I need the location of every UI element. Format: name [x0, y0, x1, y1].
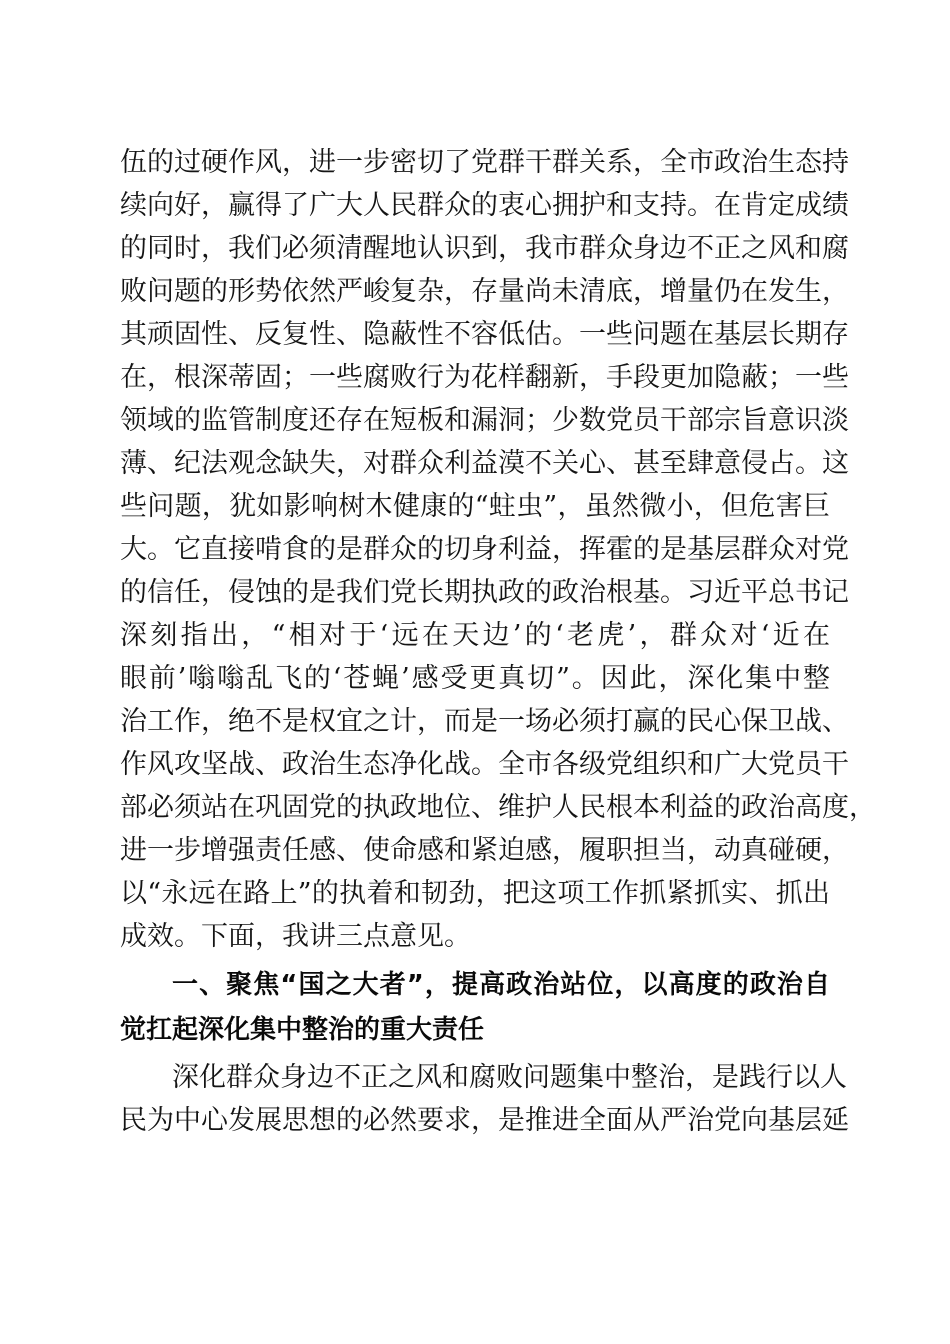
- text-line: 部必须站在巩固党的执政地位、维护人民根本利益的政治高度，: [120, 792, 876, 823]
- text-line: 些问题，犹如影响树木健康的“蛀虫”，虽然微小，但危害巨: [120, 491, 830, 522]
- text-line: 治工作，绝不是权宜之计，而是一场必须打赢的民心保卫战、: [120, 706, 849, 737]
- text-line: 深化群众身边不正之风和腐败问题集中整治，是践行以人: [172, 1062, 847, 1093]
- text-line: 伍的过硬作风，进一步密切了党群干群关系，全市政治生态持: [120, 147, 849, 178]
- text-line: 成效。下面，我讲三点意见。: [120, 921, 471, 952]
- text-line: 的同时，我们必须清醒地认识到，我市群众身边不正之风和腐: [120, 233, 849, 264]
- text-line: 在，根深蒂固；一些腐败行为花样翻新，手段更加隐蔽；一些: [120, 362, 849, 393]
- text-line: 薄、纪法观念缺失，对群众利益漠不关心、甚至肆意侵占。这: [120, 448, 849, 479]
- text-line: 进一步增强责任感、使命感和紧迫感，履职担当，动真碰硬，: [120, 835, 849, 866]
- heading-line: 觉扛起深化集中整治的重大责任: [120, 1015, 485, 1045]
- text-line: 以“永远在路上”的执着和韧劲，把这项工作抓紧抓实、抓出: [120, 878, 830, 909]
- text-line: 深刻指出，“相对于‘远在天边’的‘老虎’，群众对‘近在: [120, 620, 830, 651]
- text-line: 眼前’嗡嗡乱飞的‘苍蝇’感受更真切”。因此，深化集中整: [120, 663, 830, 694]
- text-line: 领域的监管制度还存在短板和漏洞；少数党员干部宗旨意识淡: [120, 405, 849, 436]
- text-line: 其顽固性、反复性、隐蔽性不容低估。一些问题在基层长期存: [120, 319, 849, 350]
- text-line: 续向好，赢得了广大人民群众的衷心拥护和支持。在肯定成绩: [120, 190, 849, 221]
- text-line: 作风攻坚战、政治生态净化战。全市各级党组织和广大党员干: [120, 749, 849, 780]
- heading-line: 一、聚焦“国之大者”，提高政治站位，以高度的政治自: [172, 970, 830, 1000]
- text-line: 败问题的形势依然严峻复杂，存量尚未清底，增量仍在发生，: [120, 276, 849, 307]
- text-line: 民为中心发展思想的必然要求，是推进全面从严治党向基层延: [120, 1105, 849, 1136]
- text-line: 的信任，侵蚀的是我们党长期执政的政治根基。习近平总书记: [120, 577, 849, 608]
- text-line: 大。它直接啃食的是群众的切身利益，挥霍的是基层群众对党: [120, 534, 849, 565]
